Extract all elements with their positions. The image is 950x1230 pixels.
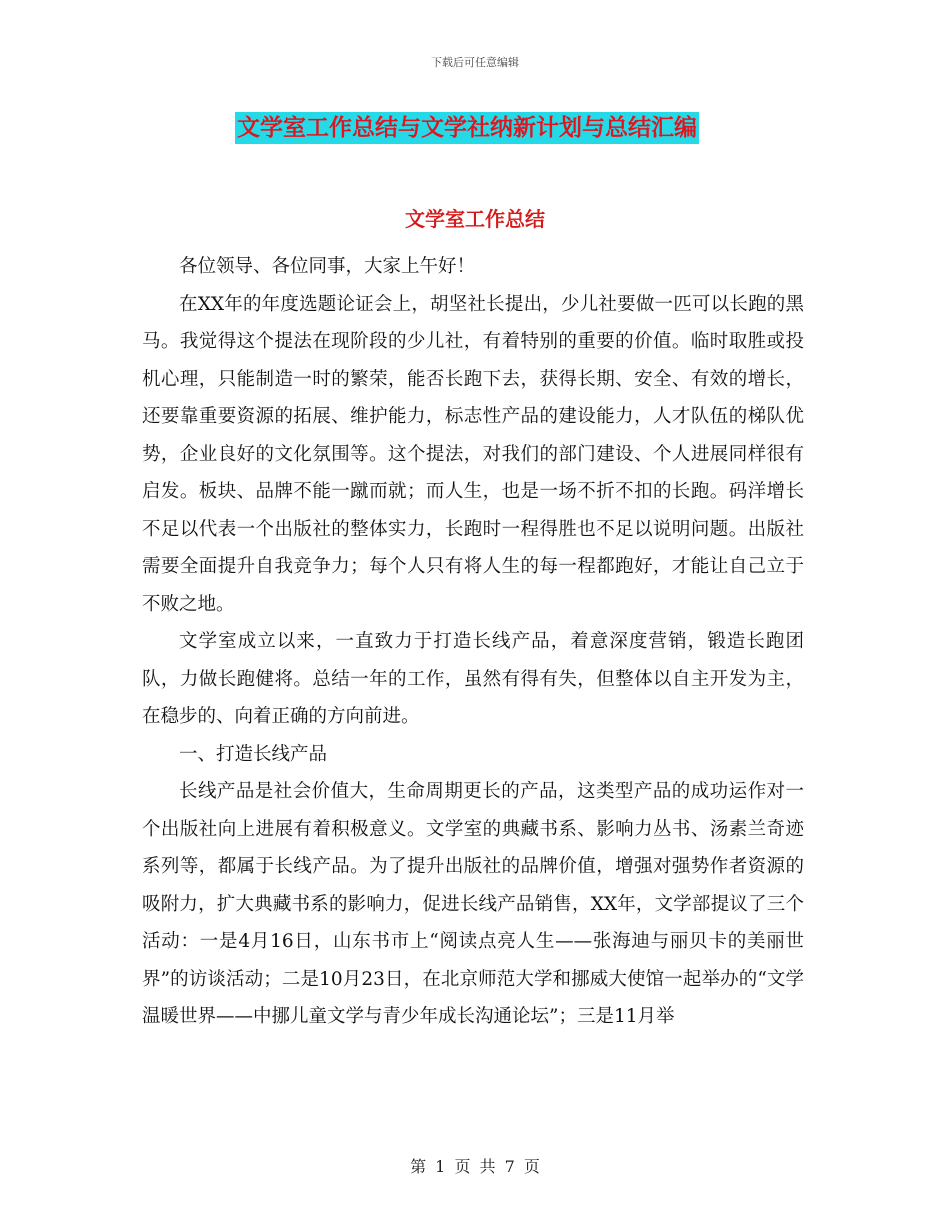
paragraph-heading-1: 一、打造长线产品 — [179, 743, 328, 765]
paragraph-overview: 文学室成立以来，一直致力于打造长线产品，着意深度营销，锻造长跑团队，力做长跑健将。总结一年的工作，虽然有得有失，但整体以自主开发为主，在稳步的、向着正确的方向前进。 — [142, 631, 804, 727]
paragraph-greeting: 各位领导、各位同事，大家上午好！ — [179, 256, 476, 277]
page-number: 第 1 页 共 7 页 — [410, 1157, 540, 1176]
document-body — [142, 248, 804, 1036]
paragraph-intro: 在XX年的年度选题论证会上，胡坚社长提出，少儿社要做一匹可以长跑的黑马。我觉得这个提法在现阶段的少儿社，有着特别的重要的价值。临时取胜或投机心理，只能制造一时的繁荣，能否长跑下去，获得长期、安全、有效的增长，还要靠重要资源的拓展、维护能力，标志性产品的建设能力，人才队伍的梯队优势，企业良好的文化氛围等。这个提法，对我们的部门建设、个人进展同样很有启发。板块、品牌不能一蹴而就；而人生，也是一场不折不扣的长跑。码洋增长不足以代表一个出版社的整体实力，长跑时一程得胜也不足以说明问题。出版社需要全面提升自我竞争力；每个人只有将人生的每一程都跑好，才能让自己立于不败之地。 — [142, 293, 804, 615]
document-title: 文学室工作总结与文学社纳新计划与总结汇编 — [235, 112, 699, 144]
section-title: 文学室工作总结 — [405, 207, 545, 231]
paragraph-long-line-products: 长线产品是社会价值大，生命周期更长的产品，这类型产品的成功运作对一个出版社向上进展有着积极意义。文学室的典藏书系、影响力丛书、汤素兰奇迹系列等，都属于长线产品。为了提升出版社的品牌价值，增强对强势作者资源的吸附力，扩大典藏书系的影响力，促进长线产品销售，XX年，文学部提议了三个活动：一是4月16日，山东书市上“阅读点亮人生——张海迪与丽贝卡的美丽世界”的访谈活动；二是10月23日，在北京师范大学和挪威大使馆一起举办的“文学温暖世界——中挪儿童文学与青少年成长沟通论坛”；三是11月举 — [142, 781, 804, 1027]
header-note: 下载后可任意编辑 — [431, 56, 519, 69]
